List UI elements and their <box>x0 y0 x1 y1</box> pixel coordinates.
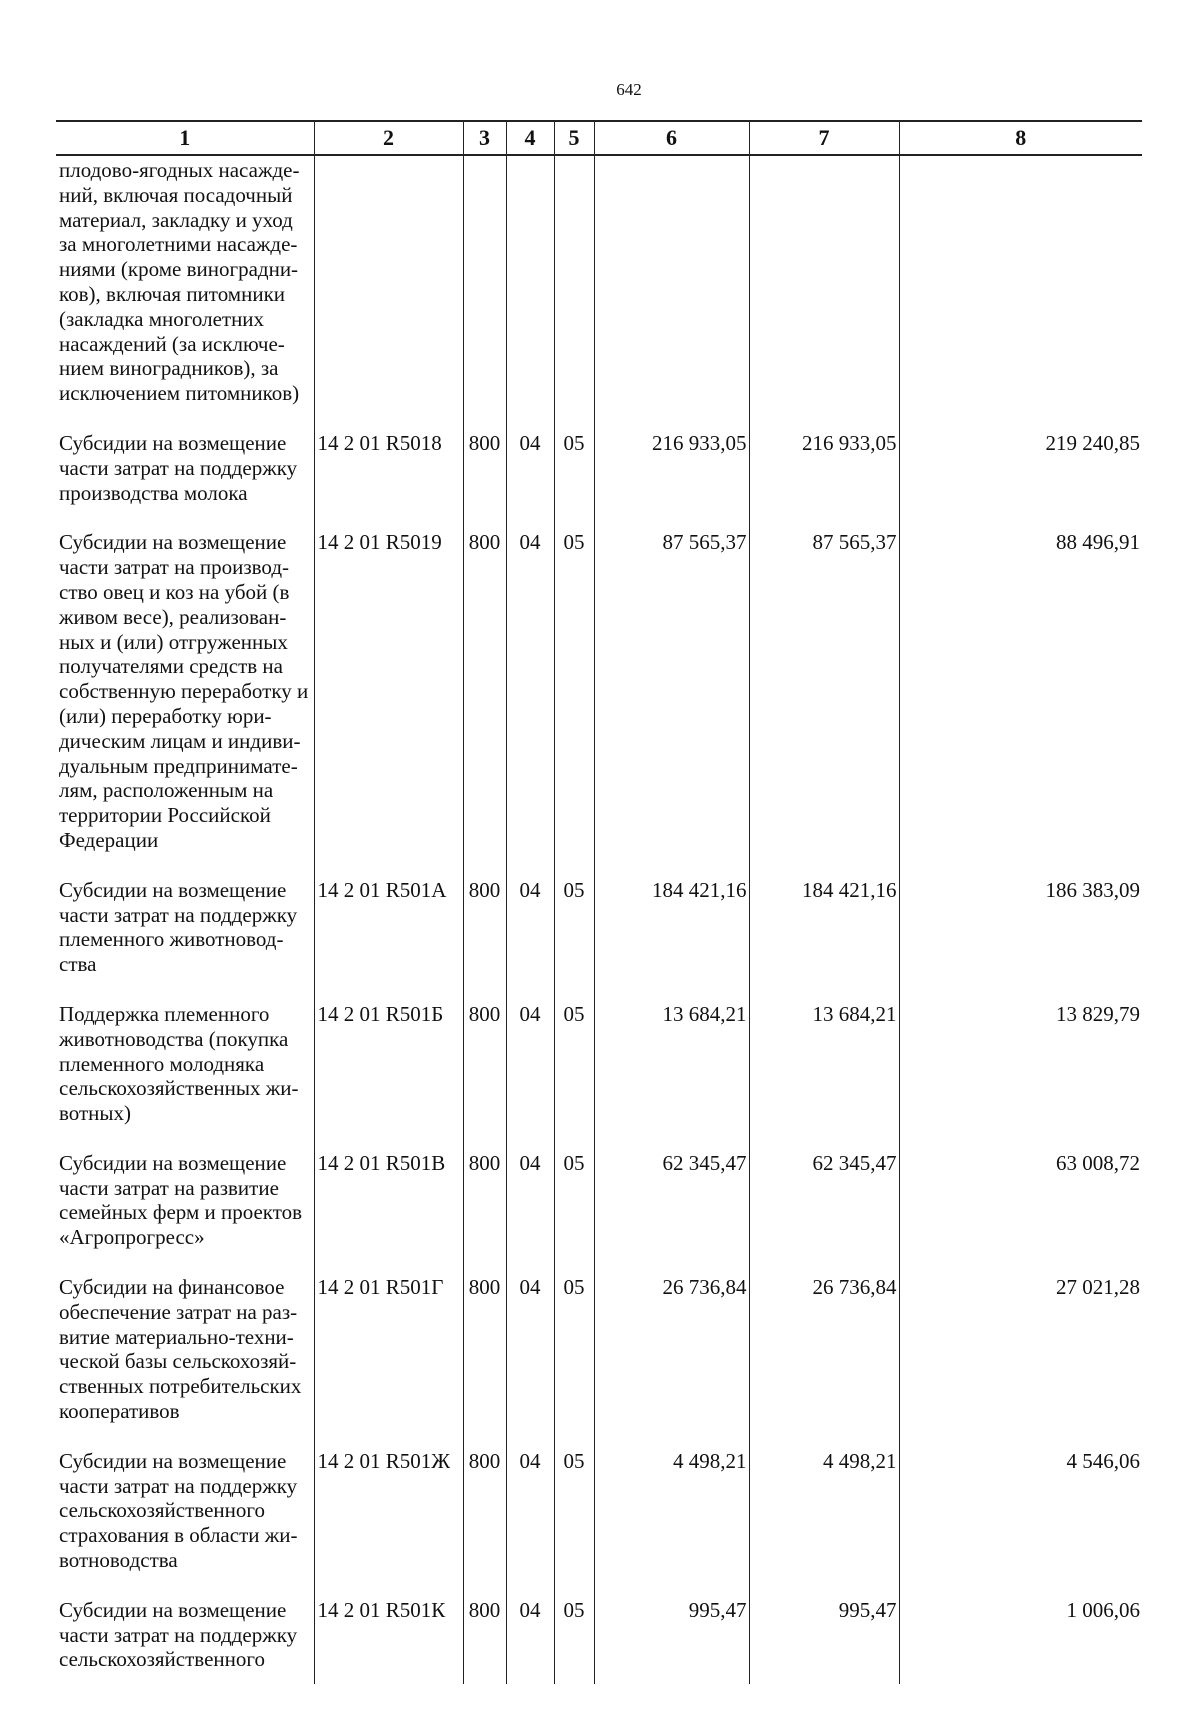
code-cell: 14 2 01 R501В <box>314 1151 463 1275</box>
table-row <box>56 1002 1142 1151</box>
code-cell: 14 2 01 R501К <box>314 1598 463 1684</box>
col4-cell: 04 <box>506 530 554 877</box>
col7-cell: 184 421,16 <box>749 878 899 1002</box>
header-col-1: 1 <box>56 121 314 155</box>
col3-cell: 800 <box>463 1151 506 1275</box>
col8-cell: 186 383,09 <box>899 878 1142 1002</box>
page-number: 642 <box>616 80 642 99</box>
col5-cell: 05 <box>554 1275 594 1449</box>
col5-cell <box>554 155 594 431</box>
table-row <box>56 155 1142 431</box>
description-cell: Поддержка племенного животноводства (покупка племенного молодняка сельскохозяйственных жи-вотных) <box>56 1002 314 1151</box>
col8-cell: 13 829,79 <box>899 1002 1142 1151</box>
col7-cell: 26 736,84 <box>749 1275 899 1449</box>
code-cell: 14 2 01 R501Ж <box>314 1449 463 1598</box>
col3-cell: 800 <box>463 1598 506 1684</box>
table-row <box>56 1275 1142 1449</box>
col8-cell: 4 546,06 <box>899 1449 1142 1598</box>
description-cell: Субсидии на возмещение части затрат на поддержку сельскохозяйственного страхования в области жи-вотноводства <box>56 1449 314 1598</box>
description-cell: Субсидии на возмещение части затрат на поддержку сельскохозяйственного <box>56 1598 314 1684</box>
header-col-3: 3 <box>463 121 506 155</box>
col7-cell: 62 345,47 <box>749 1151 899 1275</box>
description-cell: Субсидии на возмещение части затрат на поддержку племенного животновод-ства <box>56 878 314 1002</box>
col8-cell: 88 496,91 <box>899 530 1142 877</box>
description-cell: плодово-ягодных насажде-ний, включая посадочный материал, закладку и уход за многолетними насажде-ниями (кроме виноградни-ков), включая питомники (закладка многолетних насаждений (за исключе-нием виноградников), за исключением питомников) <box>56 155 314 431</box>
col5-cell: 05 <box>554 1002 594 1151</box>
col3-cell: 800 <box>463 530 506 877</box>
col3-cell: 800 <box>463 1449 506 1598</box>
code-cell: 14 2 01 R5018 <box>314 431 463 530</box>
description-cell: Субсидии на возмещение части затрат на развитие семейных ферм и проектов «Агропрогресс» <box>56 1151 314 1275</box>
col6-cell: 216 933,05 <box>594 431 749 530</box>
col7-cell: 87 565,37 <box>749 530 899 877</box>
description-cell: Субсидии на возмещение части затрат на производ-ство овец и коз на убой (в живом весе), реализован-ных и (или) отгруженных получателями средств на собственную переработку и (или) переработку юри-дическим лицам и индиви-дуальным предпринимате-лям, расположенным на территории Российской Федерации <box>56 530 314 877</box>
col3-cell: 800 <box>463 1275 506 1449</box>
col4-cell <box>506 155 554 431</box>
description-cell: Субсидии на финансовое обеспечение затрат на раз-витие материально-техни-ческой базы сельскохозяй-ственных потребительских кооперативов <box>56 1275 314 1449</box>
header-col-7: 7 <box>749 121 899 155</box>
table-row <box>56 878 1142 1002</box>
col4-cell: 04 <box>506 1151 554 1275</box>
table-row <box>56 431 1142 530</box>
col4-cell: 04 <box>506 878 554 1002</box>
col6-cell: 4 498,21 <box>594 1449 749 1598</box>
col4-cell: 04 <box>506 431 554 530</box>
col4-cell: 04 <box>506 1598 554 1684</box>
table-row <box>56 1151 1142 1275</box>
col5-cell: 05 <box>554 431 594 530</box>
col3-cell <box>463 155 506 431</box>
col7-cell <box>749 155 899 431</box>
code-cell: 14 2 01 R501Г <box>314 1275 463 1449</box>
header-row <box>56 121 1142 155</box>
col5-cell: 05 <box>554 878 594 1002</box>
code-cell <box>314 155 463 431</box>
col5-cell: 05 <box>554 530 594 877</box>
table-row <box>56 1598 1142 1684</box>
col3-cell: 800 <box>463 1002 506 1151</box>
header-col-4: 4 <box>506 121 554 155</box>
col5-cell: 05 <box>554 1449 594 1598</box>
col6-cell <box>594 155 749 431</box>
col4-cell: 04 <box>506 1002 554 1151</box>
col5-cell: 05 <box>554 1151 594 1275</box>
col4-cell: 04 <box>506 1449 554 1598</box>
col7-cell: 995,47 <box>749 1598 899 1684</box>
col3-cell: 800 <box>463 878 506 1002</box>
col6-cell: 184 421,16 <box>594 878 749 1002</box>
col8-cell: 1 006,06 <box>899 1598 1142 1684</box>
code-cell: 14 2 01 R501Б <box>314 1002 463 1151</box>
header-col-2: 2 <box>314 121 463 155</box>
col8-cell: 219 240,85 <box>899 431 1142 530</box>
col6-cell: 26 736,84 <box>594 1275 749 1449</box>
col3-cell: 800 <box>463 431 506 530</box>
col8-cell: 27 021,28 <box>899 1275 1142 1449</box>
table-row <box>56 1449 1142 1598</box>
header-col-6: 6 <box>594 121 749 155</box>
col5-cell: 05 <box>554 1598 594 1684</box>
col7-cell: 4 498,21 <box>749 1449 899 1598</box>
col4-cell: 04 <box>506 1275 554 1449</box>
header-col-8: 8 <box>899 121 1142 155</box>
description-cell: Субсидии на возмещение части затрат на поддержку производства молока <box>56 431 314 530</box>
code-cell: 14 2 01 R501А <box>314 878 463 1002</box>
code-cell: 14 2 01 R5019 <box>314 530 463 877</box>
budget-table <box>56 120 1142 1684</box>
col8-cell <box>899 155 1142 431</box>
header-col-5: 5 <box>554 121 594 155</box>
col7-cell: 13 684,21 <box>749 1002 899 1151</box>
col7-cell: 216 933,05 <box>749 431 899 530</box>
col6-cell: 62 345,47 <box>594 1151 749 1275</box>
table-row <box>56 530 1142 877</box>
col8-cell: 63 008,72 <box>899 1151 1142 1275</box>
budget-table-container <box>56 120 1142 1684</box>
col6-cell: 995,47 <box>594 1598 749 1684</box>
col6-cell: 87 565,37 <box>594 530 749 877</box>
col6-cell: 13 684,21 <box>594 1002 749 1151</box>
